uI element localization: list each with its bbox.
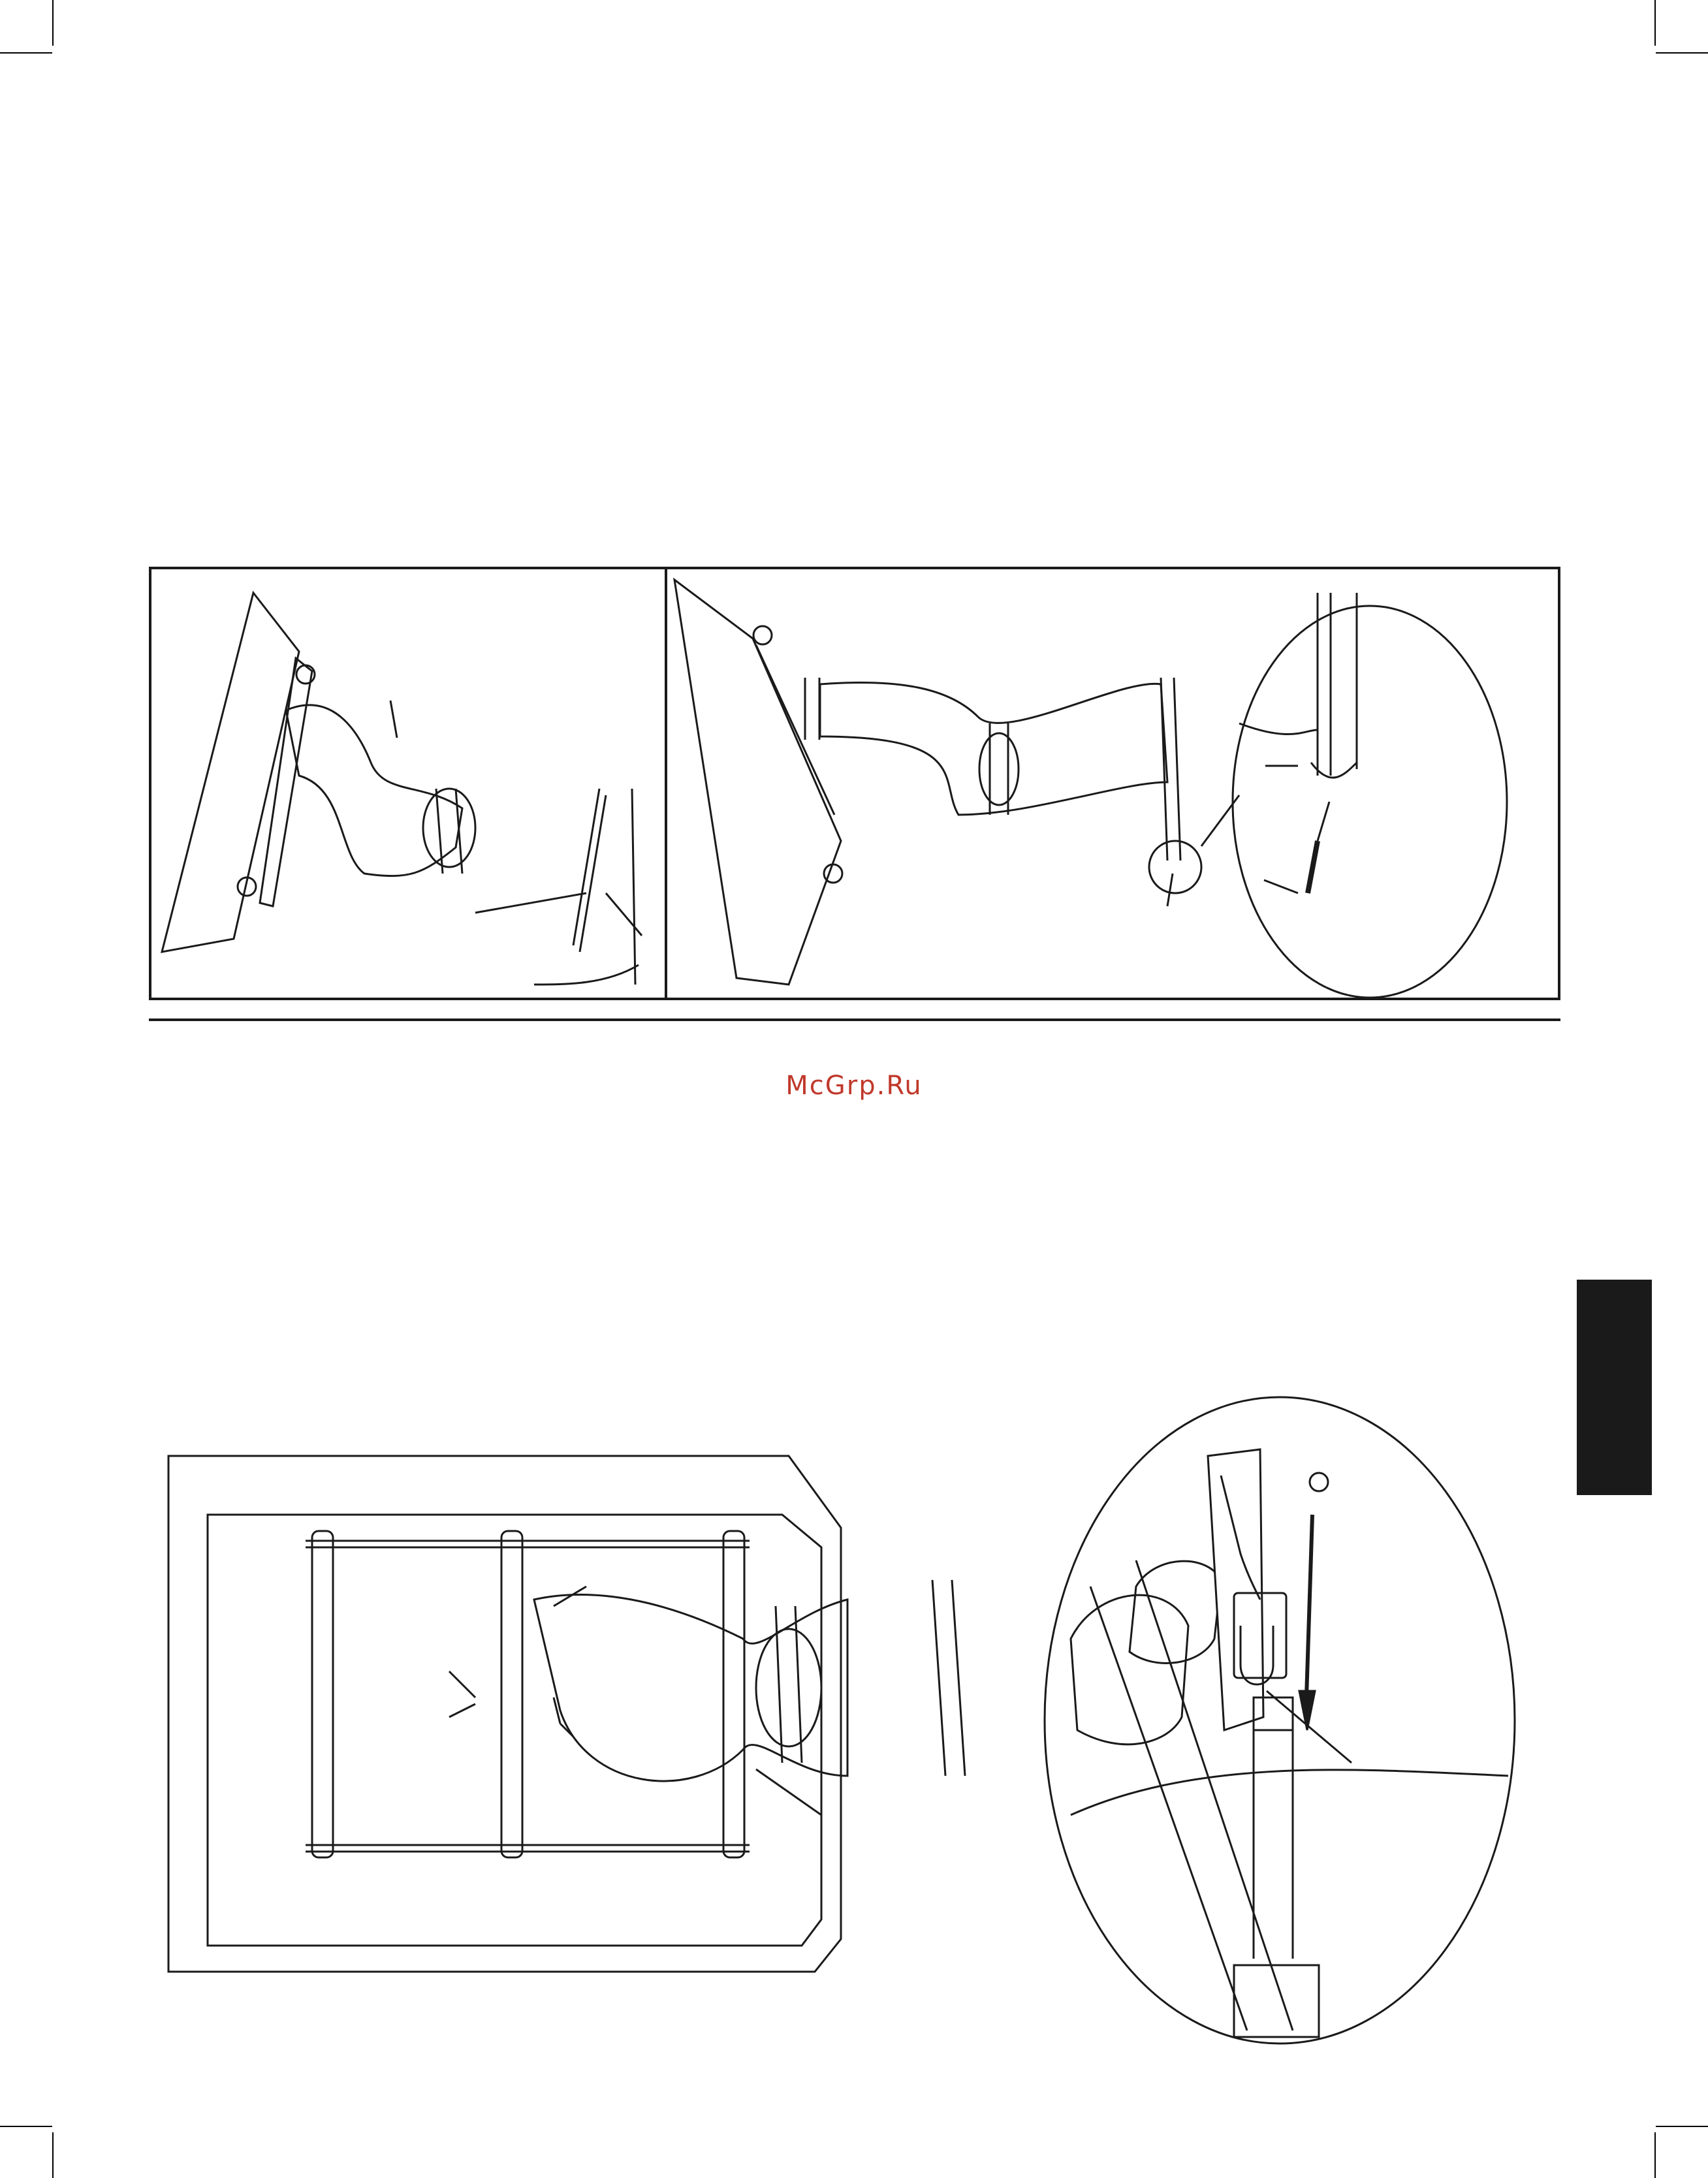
- crop-mark-bottom-left-v: [52, 2132, 54, 2178]
- crop-mark-bottom-right-h: [1656, 2126, 1708, 2127]
- watermark: McGrp.Ru: [785, 1071, 923, 1101]
- bracket-detail-zoom: [1038, 1391, 1521, 2050]
- separator-rule: [149, 1018, 1560, 1021]
- crop-mark-top-left-h: [0, 52, 52, 54]
- crop-mark-top-right-h: [1656, 52, 1708, 54]
- crop-mark-top-right-v: [1654, 0, 1656, 46]
- tv-back-top-view: [168, 1449, 847, 1972]
- crop-mark-top-left-v: [52, 0, 54, 46]
- crop-mark-bottom-right-v: [1654, 2132, 1656, 2178]
- arm-side-view-right-with-detail: [665, 567, 1560, 1000]
- section-tab: [1577, 1280, 1652, 1495]
- crop-mark-bottom-left-h: [0, 2126, 52, 2127]
- arm-side-view-left: [149, 567, 658, 1000]
